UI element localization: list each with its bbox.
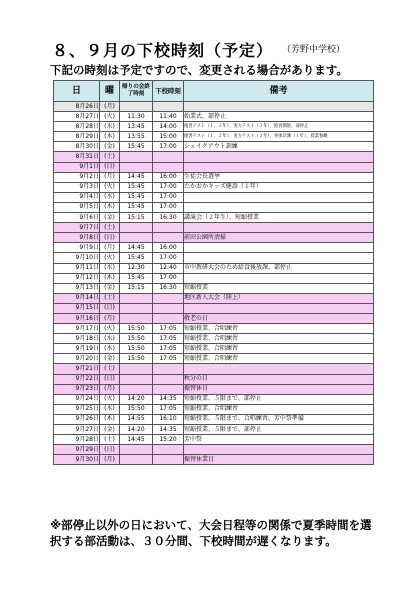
date-cell: 9月6日	[54, 213, 100, 223]
date-cell: 9月18日	[54, 334, 100, 344]
footer-note	[50, 517, 380, 549]
table-row	[54, 112, 374, 122]
day-cell: (土)	[100, 293, 120, 303]
day-cell: (水)	[100, 334, 120, 344]
date-cell: 9月12日	[54, 273, 100, 283]
meeting-end-cell: 15:50	[120, 334, 153, 344]
table-row	[54, 122, 374, 132]
note-cell	[184, 253, 374, 263]
leave-time-cell: 14:00	[153, 122, 184, 132]
leave-time-cell: 17:00	[153, 253, 184, 263]
date-cell: 9月1日	[54, 162, 100, 172]
date-cell: 9月21日	[54, 364, 100, 374]
table-row	[54, 394, 374, 404]
day-cell: (火)	[100, 394, 120, 404]
table-row	[54, 404, 374, 414]
leave-time-cell: 17:00	[153, 142, 184, 152]
meeting-end-cell	[120, 455, 153, 465]
header-note: 備考	[184, 81, 374, 102]
table-row	[54, 344, 374, 354]
table-row	[54, 324, 374, 334]
date-cell: 9月8日	[54, 233, 100, 243]
note-cell: 短縮授業、合唱練習	[184, 404, 374, 414]
date-cell: 9月20日	[54, 354, 100, 364]
day-cell: (木)	[100, 132, 120, 142]
leave-time-cell: 17:05	[153, 324, 184, 334]
header-day: 曜	[100, 81, 120, 102]
note-cell: 復習テスト（１，２年）、実力テスト（３年）、身体計測（１年）、授業参観	[184, 132, 374, 142]
leave-time-cell	[153, 313, 184, 323]
leave-time-cell	[153, 384, 184, 394]
leave-time-cell	[153, 152, 184, 162]
table-row	[54, 243, 374, 253]
day-cell: (土)	[100, 223, 120, 233]
date-cell: 8月29日	[54, 132, 100, 142]
note-cell: 短縮授業、５限まで、部停止	[184, 425, 374, 435]
header-meeting-end: 帰りの会終了時刻	[120, 81, 153, 102]
table-row	[54, 455, 374, 465]
date-cell: 9月30日	[54, 455, 100, 465]
note-cell: 芳中祭	[184, 435, 374, 445]
leave-time-cell: 16:30	[153, 213, 184, 223]
day-cell: (木)	[100, 344, 120, 354]
meeting-end-cell	[120, 102, 153, 112]
table-row	[54, 253, 374, 263]
table-row	[54, 303, 374, 313]
table-row	[54, 132, 374, 142]
leave-time-cell: 16:00	[153, 172, 184, 182]
date-cell: 9月11日	[54, 263, 100, 273]
meeting-end-cell: 14:45	[120, 243, 153, 253]
table-row	[54, 273, 374, 283]
leave-time-cell: 17:00	[153, 273, 184, 283]
leave-time-cell: 16:10	[153, 414, 184, 424]
meeting-end-cell: 15:50	[120, 354, 153, 364]
leave-time-cell: 16:00	[153, 243, 184, 253]
title-row	[52, 38, 392, 60]
date-cell: 9月23日	[54, 384, 100, 394]
meeting-end-cell: 15:45	[120, 202, 153, 212]
date-cell: 9月16日	[54, 313, 100, 323]
day-cell: (月)	[100, 455, 120, 465]
meeting-end-cell	[120, 313, 153, 323]
date-cell: 8月30日	[54, 142, 100, 152]
leave-time-cell: 15:20	[153, 435, 184, 445]
date-cell: 9月7日	[54, 223, 100, 233]
table-row	[54, 102, 374, 112]
day-cell: (土)	[100, 435, 120, 445]
leave-time-cell: 17:05	[153, 334, 184, 344]
day-cell: (金)	[100, 142, 120, 152]
day-cell: (火)	[100, 112, 120, 122]
note-cell: 短縮授業、合唱練習	[184, 344, 374, 354]
table-row	[54, 313, 374, 323]
day-cell: (水)	[100, 404, 120, 414]
date-cell: 9月4日	[54, 192, 100, 202]
leave-time-cell: 16:30	[153, 283, 184, 293]
day-cell: (木)	[100, 414, 120, 424]
leave-time-cell	[153, 223, 184, 233]
day-cell: (金)	[100, 425, 120, 435]
date-cell: 9月29日	[54, 445, 100, 455]
table-row	[54, 162, 374, 172]
day-cell: (日)	[100, 303, 120, 313]
note-cell: 始業式、部停止	[184, 112, 374, 122]
table-row	[54, 233, 374, 243]
note-cell: 市中教研大会のため給食後放課、部停止	[184, 263, 374, 273]
meeting-end-cell	[120, 223, 153, 233]
leave-time-cell	[153, 303, 184, 313]
note-cell: 生徒会長選挙	[184, 172, 374, 182]
meeting-end-cell: 15:15	[120, 283, 153, 293]
note-cell: 秋分の日	[184, 374, 374, 384]
note-cell: 短縮授業、５限まで、部停止	[184, 394, 374, 404]
header-leave-time: 下校時刻	[153, 81, 184, 102]
date-cell: 9月15日	[54, 303, 100, 313]
note-cell	[184, 243, 374, 253]
table-row	[54, 414, 374, 424]
schedule-table	[53, 80, 374, 465]
notice-text: 下記の時刻は予定ですので、変更される場合があります。	[50, 63, 348, 77]
table-row	[54, 374, 374, 384]
meeting-end-cell: 15:15	[120, 213, 153, 223]
table-row	[54, 213, 374, 223]
table-row	[54, 172, 374, 182]
note-cell	[184, 445, 374, 455]
table-row	[54, 202, 374, 212]
meeting-end-cell: 14:20	[120, 394, 153, 404]
day-cell: (月)	[100, 243, 120, 253]
leave-time-cell	[153, 293, 184, 303]
day-cell: (日)	[100, 233, 120, 243]
table-row	[54, 354, 374, 364]
date-cell: 9月26日	[54, 414, 100, 424]
day-cell: (金)	[100, 283, 120, 293]
table-row	[54, 223, 374, 233]
table-row	[54, 445, 374, 455]
day-cell: (金)	[100, 354, 120, 364]
date-cell: 9月19日	[54, 344, 100, 354]
table-row	[54, 435, 374, 445]
table-row	[54, 263, 374, 273]
day-cell: (月)	[100, 384, 120, 394]
meeting-end-cell	[120, 293, 153, 303]
date-cell: 9月13日	[54, 283, 100, 293]
day-cell: (水)	[100, 122, 120, 132]
footer-line-1: ※部停止以外の日において、大会日程等の関係で夏季時間を選	[50, 518, 372, 532]
note-cell: 敬老の日	[184, 313, 374, 323]
footer-line-2: 択する部活動は、３０分間、下校時間が遅くなります。	[50, 534, 337, 548]
note-cell: シェイクアウト訓練	[184, 142, 374, 152]
table-row	[54, 334, 374, 344]
meeting-end-cell	[120, 364, 153, 374]
leave-time-cell	[153, 445, 184, 455]
school-name: （芳野中学校）	[282, 45, 346, 55]
meeting-end-cell: 13:55	[120, 132, 153, 142]
leave-time-cell: 17:05	[153, 354, 184, 364]
header-date: 日	[54, 81, 100, 102]
leave-time-cell	[153, 102, 184, 112]
day-cell: (水)	[100, 192, 120, 202]
table-row	[54, 152, 374, 162]
note-cell: 振替休日	[184, 384, 374, 394]
date-cell: 9月5日	[54, 202, 100, 212]
date-cell: 8月27日	[54, 112, 100, 122]
date-cell: 9月17日	[54, 324, 100, 334]
day-cell: (火)	[100, 324, 120, 334]
date-cell: 9月22日	[54, 374, 100, 384]
note-cell	[184, 364, 374, 374]
date-cell: 9月28日	[54, 435, 100, 445]
note-cell	[184, 303, 374, 313]
table-row	[54, 425, 374, 435]
note-cell	[184, 102, 374, 112]
meeting-end-cell: 15:45	[120, 273, 153, 283]
note-cell: 復習テスト（１，２年）、実力テスト（３年）、給食開始、部停止	[184, 122, 374, 132]
page-title: ８、９月の下校時刻（予定）	[52, 41, 274, 60]
table-row	[54, 283, 374, 293]
meeting-end-cell: 15:50	[120, 404, 153, 414]
meeting-end-cell: 11:30	[120, 112, 153, 122]
leave-time-cell: 14:35	[153, 394, 184, 404]
table-row	[54, 364, 374, 374]
day-cell: (日)	[100, 445, 120, 455]
date-cell: 9月25日	[54, 404, 100, 414]
date-cell: 9月14日	[54, 293, 100, 303]
meeting-end-cell: 15:45	[120, 253, 153, 263]
note-cell	[184, 223, 374, 233]
meeting-end-cell: 15:50	[120, 324, 153, 334]
leave-time-cell	[153, 364, 184, 374]
note-cell	[184, 202, 374, 212]
day-cell: (水)	[100, 263, 120, 273]
note-cell: 講演会（２年生）、短縮授業	[184, 213, 374, 223]
meeting-end-cell: 14:20	[120, 425, 153, 435]
leave-time-cell: 17:05	[153, 344, 184, 354]
note-cell: 短縮授業、合唱練習	[184, 334, 374, 344]
day-cell: (火)	[100, 253, 120, 263]
table-row	[54, 293, 374, 303]
leave-time-cell	[153, 374, 184, 384]
leave-time-cell: 12:40	[153, 263, 184, 273]
date-cell: 8月31日	[54, 152, 100, 162]
note-cell	[184, 152, 374, 162]
meeting-end-cell	[120, 233, 153, 243]
meeting-end-cell	[120, 384, 153, 394]
leave-time-cell: 17:00	[153, 202, 184, 212]
leave-time-cell: 17:05	[153, 404, 184, 414]
meeting-end-cell: 15:45	[120, 142, 153, 152]
meeting-end-cell	[120, 374, 153, 384]
note-cell: 短縮授業	[184, 283, 374, 293]
day-cell: (日)	[100, 162, 120, 172]
table-row	[54, 182, 374, 192]
note-cell: 前田公園所清掃	[184, 233, 374, 243]
leave-time-cell: 11:40	[153, 112, 184, 122]
meeting-end-cell: 13:45	[120, 122, 153, 132]
table-header-row	[54, 81, 374, 102]
day-cell: (月)	[100, 172, 120, 182]
date-cell: 9月2日	[54, 172, 100, 182]
day-cell: (月)	[100, 313, 120, 323]
day-cell: (土)	[100, 364, 120, 374]
note-cell: 地区新人大会（陸上）	[184, 293, 374, 303]
note-cell: 短縮授業、合唱練習	[184, 354, 374, 364]
day-cell: (木)	[100, 202, 120, 212]
day-cell: (木)	[100, 273, 120, 283]
leave-time-cell	[153, 162, 184, 172]
meeting-end-cell: 14:45	[120, 172, 153, 182]
date-cell: 8月28日	[54, 122, 100, 132]
meeting-end-cell: 15:45	[120, 192, 153, 202]
table-row	[54, 142, 374, 152]
date-cell: 9月24日	[54, 394, 100, 404]
meeting-end-cell: 14:55	[120, 414, 153, 424]
note-cell: 短縮授業、５限まで、合唱練習、芳中祭準備	[184, 414, 374, 424]
meeting-end-cell: 12:30	[120, 263, 153, 273]
table-row	[54, 384, 374, 394]
table-body	[54, 102, 374, 465]
table-row	[54, 192, 374, 202]
date-cell: 9月3日	[54, 182, 100, 192]
day-cell: (土)	[100, 152, 120, 162]
date-cell: 9月9日	[54, 243, 100, 253]
note-cell: たかおかキッズ健診（１年）	[184, 182, 374, 192]
note-cell	[184, 192, 374, 202]
date-cell: 9月27日	[54, 425, 100, 435]
meeting-end-cell	[120, 162, 153, 172]
leave-time-cell: 17:00	[153, 192, 184, 202]
note-cell	[184, 162, 374, 172]
meeting-end-cell	[120, 152, 153, 162]
meeting-end-cell	[120, 445, 153, 455]
meeting-end-cell	[120, 303, 153, 313]
meeting-end-cell: 15:45	[120, 182, 153, 192]
note-cell: 短縮授業、合唱練習	[184, 324, 374, 334]
date-cell: 8月26日	[54, 102, 100, 112]
leave-time-cell	[153, 233, 184, 243]
date-cell: 9月10日	[54, 253, 100, 263]
day-cell: (月)	[100, 102, 120, 112]
day-cell: (日)	[100, 374, 120, 384]
day-cell: (火)	[100, 182, 120, 192]
leave-time-cell	[153, 455, 184, 465]
meeting-end-cell: 15:50	[120, 344, 153, 354]
leave-time-cell: 14:35	[153, 425, 184, 435]
note-cell	[184, 273, 374, 283]
meeting-end-cell: 14:45	[120, 435, 153, 445]
day-cell: (金)	[100, 213, 120, 223]
leave-time-cell: 15:00	[153, 132, 184, 142]
note-cell: 振替休業日	[184, 455, 374, 465]
leave-time-cell: 17:00	[153, 182, 184, 192]
